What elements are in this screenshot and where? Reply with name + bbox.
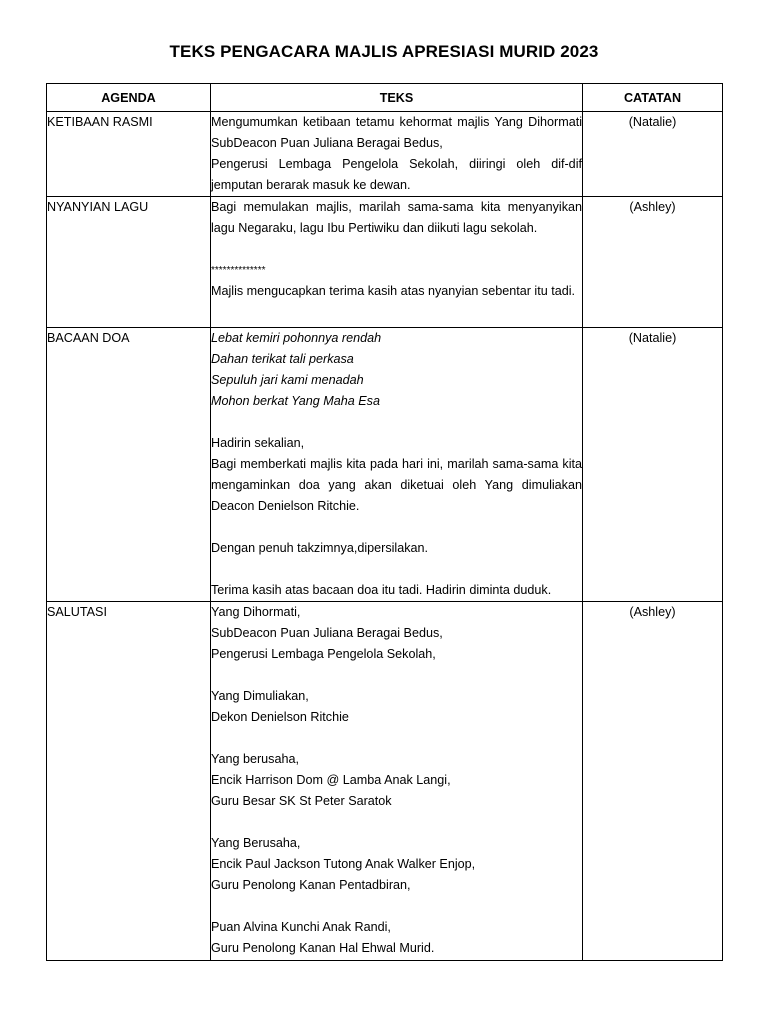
salutation-line: Yang berusaha, — [211, 752, 299, 766]
pantun-line: Mohon berkat Yang Maha Esa — [211, 394, 380, 408]
text-paragraph: Mengumumkan ketibaan tetamu kehormat majlis Yang Dihormati SubDeacon Puan Juliana Beragai Bedus, — [211, 115, 582, 150]
pantun-line: Lebat kemiri pohonnya rendah — [211, 331, 382, 345]
agenda-cell: SALUTASI — [47, 602, 211, 961]
teks-cell — [211, 328, 583, 602]
salutation-line: Yang Dihormati, — [211, 605, 301, 619]
agenda-cell: KETIBAAN RASMI — [47, 112, 211, 197]
catatan-cell: (Natalie) — [583, 328, 723, 602]
pantun-line: Dahan terikat tali perkasa — [211, 352, 354, 366]
text-paragraph: Dengan penuh takzimnya,dipersilakan. — [211, 541, 429, 555]
header-agenda: AGENDA — [47, 84, 211, 112]
greeting-line: Hadirin sekalian, — [211, 436, 305, 450]
text-paragraph: Terima kasih atas bacaan doa itu tadi. Hadirin diminta duduk. — [211, 583, 552, 597]
salutation-line: Guru Penolong Kanan Pentadbiran, — [211, 878, 411, 892]
table-header-row — [47, 84, 723, 112]
salutation-line: Guru Penolong Kanan Hal Ehwal Murid. — [211, 941, 435, 955]
salutation-line: Yang Dimuliakan, — [211, 689, 309, 703]
salutation-line: SubDeacon Puan Juliana Beragai Bedus, — [211, 626, 443, 640]
table-row — [47, 112, 723, 197]
salutation-line: Encik Paul Jackson Tutong Anak Walker Enjop, — [211, 857, 476, 871]
table-row — [47, 602, 723, 961]
agenda-cell: BACAAN DOA — [47, 328, 211, 602]
catatan-cell: (Natalie) — [583, 112, 723, 197]
text-paragraph: Bagi memulakan majlis, marilah sama-sama kita menyanyikan lagu Negaraku, lagu Ibu Pertiwiku dan diikuti lagu sekolah. — [211, 200, 582, 235]
agenda-table — [46, 83, 723, 961]
salutation-line: Pengerusi Lembaga Pengelola Sekolah, — [211, 647, 436, 661]
text-paragraph: Pengerusi Lembaga Pengelola Sekolah, diiringi oleh dif-dif jemputan berarak masuk ke dewan. — [211, 157, 582, 192]
header-teks: TEKS — [211, 84, 583, 112]
table-row — [47, 197, 723, 328]
text-paragraph: Majlis mengucapkan terima kasih atas nyanyian sebentar itu tadi. — [211, 284, 576, 298]
catatan-cell: (Ashley) — [583, 602, 723, 961]
document-title: TEKS PENGACARA MAJLIS APRESIASI MURID 2023 — [169, 42, 599, 61]
separator-line: ************** — [211, 265, 266, 276]
salutation-line: Guru Besar SK St Peter Saratok — [211, 794, 392, 808]
table-row — [47, 328, 723, 602]
salutation-line: Dekon Denielson Ritchie — [211, 710, 349, 724]
agenda-cell: NYANYIAN LAGU — [47, 197, 211, 328]
salutation-line: Puan Alvina Kunchi Anak Randi, — [211, 920, 391, 934]
teks-cell — [211, 112, 583, 197]
teks-cell — [211, 602, 583, 961]
salutation-line: Encik Harrison Dom @ Lamba Anak Langi, — [211, 773, 451, 787]
pantun-line: Sepuluh jari kami menadah — [211, 373, 364, 387]
header-catatan: CATATAN — [583, 84, 723, 112]
text-paragraph: Bagi memberkati majlis kita pada hari ini, marilah sama-sama kita mengaminkan doa yang akan diketuai oleh Yang dimuliakan Deacon Denielson Ritchie. — [211, 457, 582, 513]
catatan-cell: (Ashley) — [583, 197, 723, 328]
salutation-line: Yang Berusaha, — [211, 836, 301, 850]
teks-cell — [211, 197, 583, 328]
